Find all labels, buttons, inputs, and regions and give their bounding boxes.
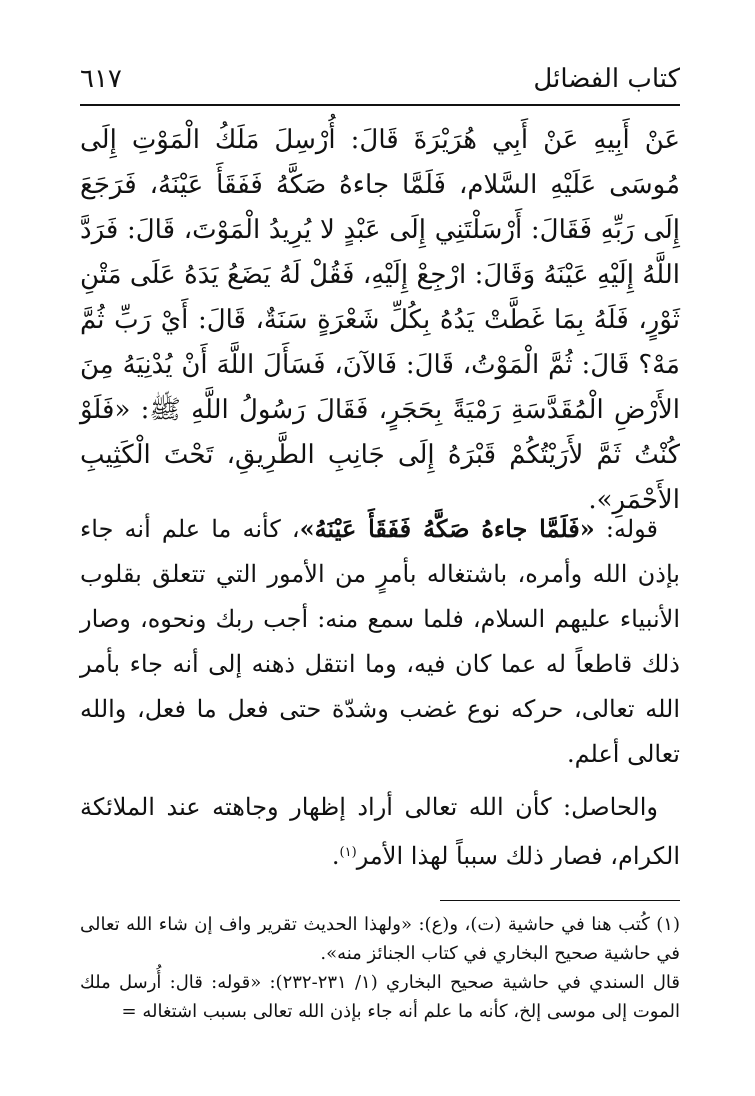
conclusion-end: . <box>331 842 340 870</box>
hadith-paragraph: عَنْ أَبِيهِ عَنْ أَبِي هُرَيْرَةَ قَالَ: أُرْسِلَ مَلَكُ الْمَوْتِ إِلَى مُوسَى عَلَيْهِ السَّلام، فَلَمَّا جاءهُ صَكَّهُ فَفَقَأَ عَيْنَهُ، فَرَجَعَ إِلَى رَبِّهِ فَقَالَ: أَرْسَلْتَنِي إِلَى عَبْدٍ لا يُرِيدُ الْمَوْتَ، قَالَ: فَرَدَّ اللَّهُ إِلَيْهِ عَيْنَهُ وَقَالَ: ارْجِعْ إِلَيْهِ، فَقُلْ لَهُ يَضَعُ يَدَهُ عَلَى مَتْنِ ثَوْرٍ، فَلَهُ بِمَا غَطَّتْ يَدُهُ بِكُلِّ شَعْرَةٍ سَنَةٌ، قَالَ: أَيْ رَبِّ ثُمَّ مَهْ؟ قَالَ: ثُمَّ الْمَوْتُ، قَالَ: فَالآنَ، فَسَأَلَ اللَّهَ أَنْ يُدْنِيَهُ مِنَ الأَرْضِ الْمُقَدَّسَةِ رَمْيَةً بِحَجَرٍ، فَقَالَ رَسُولُ اللَّهِ ﷺ: «فَلَوْ كُنْتُ ثَمَّ لأَرَيْتُكُمْ قَبْرَهُ إِلَى جَانِبِ الطَّرِيقِ، تَحْتَ الْكَثِيبِ الأَحْمَرِ». <box>80 125 680 515</box>
commentary-block <box>80 506 680 887</box>
page-number: ٦١٧ <box>80 64 122 94</box>
footnotes-block <box>80 910 680 1026</box>
commentary-text: ، كأنه ما علم أنه جاء بإذن الله وأمره، باشتغاله بأمرٍ من الأمور التي تتعلق بقلوب الأنبياء عليهم السلام، فلما سمع منه: أجب ربك ونحوه، وصار ذلك قاطعاً له عما كان فيه، وما انتقل ذهنه إلى أنه جاء بأمر الله تعالى، حركه نوع غضب وشدّة حتى فعل ما فعل، والله تعالى أعلم. <box>80 515 680 768</box>
commentary-quote: «فَلَمَّا جاءهُ صَكَّهُ فَفَقَأَ عَيْنَهُ» <box>299 514 595 543</box>
page-header <box>80 62 680 102</box>
header-rule <box>80 104 680 106</box>
footnote-1-continued: قال السندي في حاشية صحيح البخاري (١/ ٢٣١-٢٣٢): «قوله: قال: أُرسل ملك الموت إلى موسى إلخ، كأنه ما علم أنه جاء بإذن الله تعالى بسبب اشتغاله = <box>80 972 681 1022</box>
conclusion-text: والحاصل: كأن الله تعالى أراد إظهار وجاهته عند الملائكة الكرام، فصار ذلك سبباً لهذا الأمر <box>80 793 680 870</box>
hadith-text-block <box>80 118 680 523</box>
commentary-paragraph-2 <box>80 785 680 879</box>
running-title: كتاب الفضائل <box>533 64 680 94</box>
footnote-reference[interactable]: (١) <box>339 845 357 860</box>
footnote-separator <box>440 900 680 901</box>
footnote-1: (١) كُتب هنا في حاشية (ت)، و(ع): «ولهذا الحديث تقرير واف إن شاء الله تعالى في حاشية صحيح البخاري في كتاب الجنائز منه». <box>80 914 680 964</box>
commentary-paragraph-1 <box>80 506 680 777</box>
commentary-prefix: قوله: <box>594 515 659 543</box>
